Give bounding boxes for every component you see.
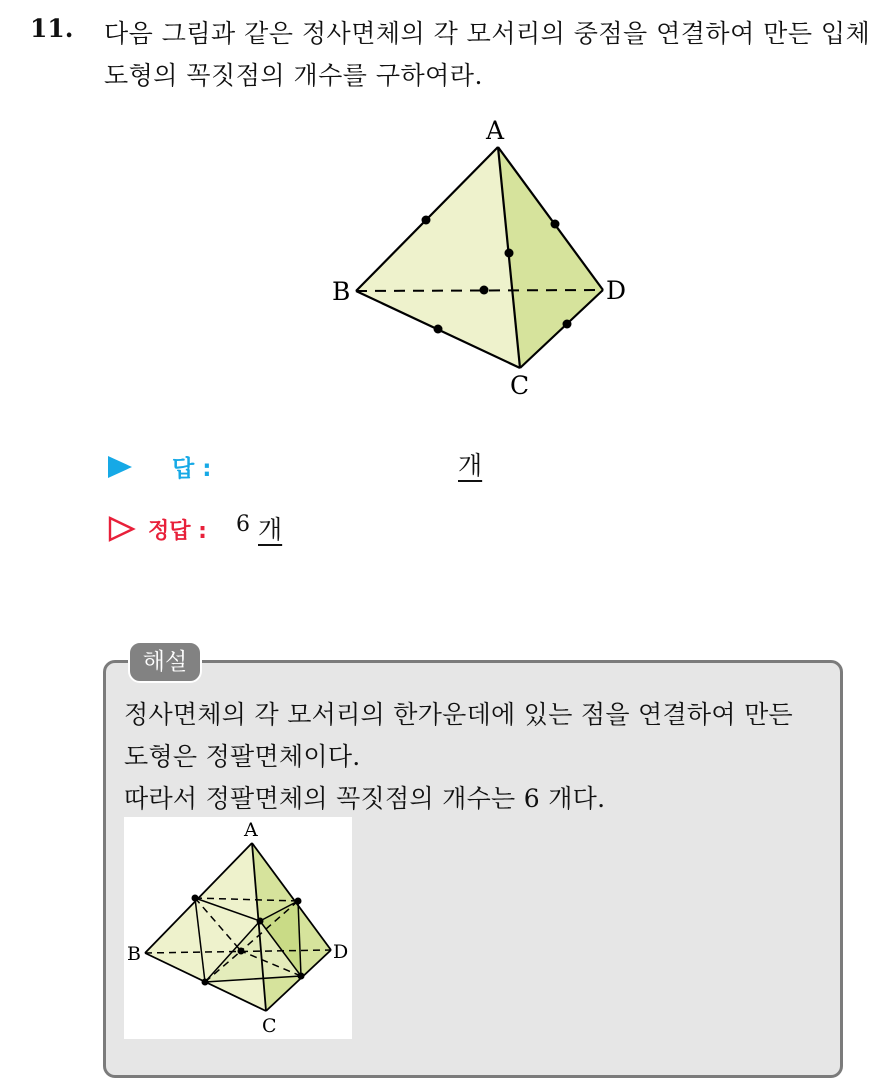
- midpoint-ac: [505, 249, 514, 258]
- midpoint-ad: [551, 220, 560, 229]
- vertex-label-c: C: [510, 371, 530, 400]
- octahedron-figure: [124, 817, 352, 1039]
- octa-vertex-ab: [192, 895, 199, 902]
- vertex-label-a: A: [486, 116, 505, 145]
- solution-line-3: 따라서 정팔면체의 꼭짓점의 개수는 6 개다.: [124, 784, 606, 813]
- question-text: 다음 그림과 같은 정사면체의 각 모서리의 중점을 연결하여 만든 입체도형의 꼭짓점의 개수를 구하여라.: [104, 19, 871, 90]
- octa-vertex-cd: [298, 973, 305, 980]
- midpoint-ab: [422, 216, 431, 225]
- answer-row: [108, 446, 608, 486]
- correct-answer-value: 6: [236, 512, 250, 537]
- vertex-label-b: B: [332, 277, 351, 306]
- question-number: 11.: [30, 14, 74, 43]
- correct-answer-label: 정답 :: [148, 519, 207, 544]
- correct-answer-unit: 개: [258, 515, 283, 544]
- midpoint-bc: [434, 325, 443, 334]
- solution-text: [124, 694, 834, 820]
- vertex-label-d: D: [606, 276, 627, 305]
- solution-tab: 해설: [128, 641, 202, 683]
- answer-unit: 개: [458, 451, 483, 480]
- vertex-label-c: C: [262, 1015, 277, 1037]
- octa-vertex-bc: [202, 979, 209, 986]
- vertex-label-d: D: [333, 941, 349, 963]
- solution-line-1: 정사면체의 각 모서리의 한가운데에 있는 점을 연결하여 만든: [124, 700, 793, 729]
- midpoint-cd: [563, 320, 572, 329]
- vertex-label-a: A: [244, 819, 258, 841]
- play-triangle-icon: [108, 456, 132, 478]
- hollow-triangle-icon: [108, 516, 136, 542]
- vertex-label-b: B: [127, 943, 141, 965]
- answer-label: 답 :: [172, 456, 212, 482]
- tetrahedron-figure: [320, 110, 640, 410]
- face-abc: [356, 147, 520, 368]
- octa-vertex-ad: [295, 898, 302, 905]
- midpoint-bd: [480, 286, 489, 295]
- octa-vertex-bd: [238, 948, 245, 955]
- octa-vertex-ac: [257, 918, 264, 925]
- correct-answer-row: [108, 510, 608, 550]
- solution-line-2: 도형은 정팔면체이다.: [124, 742, 361, 771]
